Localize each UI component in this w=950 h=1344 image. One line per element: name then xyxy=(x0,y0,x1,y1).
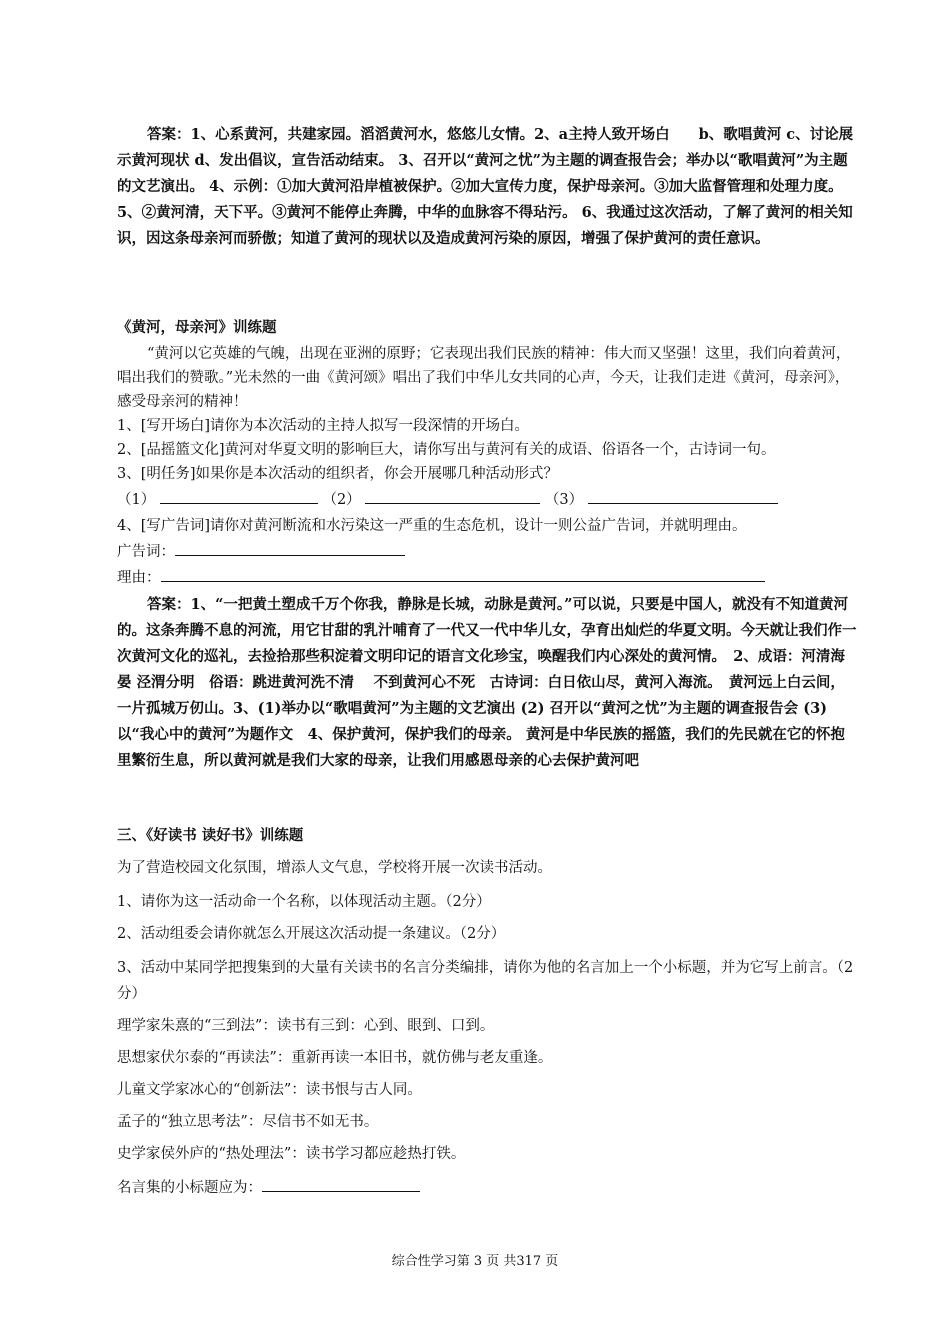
answer-paragraph-2: 答案：1、“一把黄土塑成千万个你我，静脉是长城，动脉是黄河。”可以说，只要是中国人，就没有不知道黄河的。这条奔腾不息的河流，用它甘甜的乳汁哺育了一代又一代中华儿女，孕育出灿烂的华夏文明。今天就让我们作一次黄河文化的巡礼，去捡拾那些积淀着文明印记的语言文化珍宝，唤醒我们内心深处的黄河情。 2、成语：河清海晏 泾渭分明 俗语：跳进黄河洗不清 不到黄河心不死 古诗词：白日依山尽，黄河入海流。 黄河远上白云间，一片孤城万仞山。3、(1)举办以“歌唱黄河”为主题的文艺演出 (2) 召开以“黄河之忧”为主题的调查报告会 (3) 以“我心中的黄河”为题作文 4、保护黄河，保护我们的母亲。 黄河是中华民族的摇篮，我们的先民就在它的怀抱里繁衍生息，所以黄河就是我们大家的母亲，让我们用感恩母亲的心去保护黄河吧 xyxy=(117,596,857,769)
quote-item: 孟子的“独立思考法”：尽信书不如无书。 xyxy=(117,1114,379,1130)
blank-label-2: （2） xyxy=(322,492,361,508)
reading-question-2: 2、活动组委会请你就怎么开展这次活动提一条建议。（2分） xyxy=(117,926,506,942)
question-4: 4、[写广告词]请你对黄河断流和水污染这一严重的生态危机，设计一则公益广告词，并就明理由。 xyxy=(117,518,747,534)
blank-label-3: （3） xyxy=(544,492,584,508)
subtitle-label: 名言集的小标题应为： xyxy=(117,1180,262,1196)
answer-blank-2[interactable] xyxy=(365,489,540,504)
subtitle-row xyxy=(117,1176,857,1200)
subtitle-blank[interactable] xyxy=(262,1177,420,1192)
blank-row xyxy=(117,488,857,512)
section-title-huanghe: 《黄河，母亲河》训练题 xyxy=(117,319,277,336)
question-1: 1、[写开场白]请你为本次活动的主持人拟写一段深情的开场白。 xyxy=(117,418,530,434)
answer-paragraph-1: 答案：1、心系黄河，共建家园。滔滔黄河水，悠悠儿女情。2、a主持人致开场白 b、歌唱黄河 c、讨论展示黄河现状 d、发出倡议，宣告活动结束。 3、召开以“黄河之忧”为主题的调查报告会；举办以“歌唱黄河”为主题的文艺演出。 4、示例：①加大黄河沿岸植被保护。②加大宣传力度，保护母亲河。③加大监督管理和处理力度。 5、②黄河清，天下平。③黄河不能停止奔腾，中华的血脉容不得玷污。 6、我通过这次活动，了解了黄河的相关知识，因这条母亲河而骄傲；知道了黄河的现状以及造成黄河污染的原因，增强了保护黄河的责任意识。 xyxy=(117,126,854,247)
blank-label-1: （1） xyxy=(117,492,156,508)
reading-question-1: 1、请你为这一活动命一个名称，以体现活动主题。（2分） xyxy=(117,894,491,910)
section-intro-huanghe: “黄河以它英雄的气魄，出现在亚洲的原野；它表现出我们民族的精神：伟大而又坚强！这里，我们向着黄河，唱出我们的赞歌。”光未然的一曲《黄河颂》唱出了我们中华儿女共同的心声，今天，让我们走进《黄河，母亲河》，感受母亲河的精神！ xyxy=(117,346,851,410)
quote-item: 理学家朱熹的“三到法”：读书有三到：心到、眼到、口到。 xyxy=(117,1018,495,1034)
quote-item: 儿童文学家冰心的“创新法”：读书恨与古人同。 xyxy=(117,1082,422,1098)
page-footer: 综合性学习第 3 页 共317 页 xyxy=(391,1254,559,1269)
answer-blank-1[interactable] xyxy=(160,489,318,504)
section-title-reading: 三、《好读书 读好书》训练题 xyxy=(117,827,304,844)
question-2: 2、[品摇篮文化]黄河对华夏文明的影响巨大，请你写出与黄河有关的成语、俗语各一个，古诗词一句。 xyxy=(117,442,776,458)
quote-item: 史学家侯外庐的“热处理法”：读书学习都应趁热打铁。 xyxy=(117,1146,466,1162)
ad-label: 广告词： xyxy=(117,544,175,560)
section-intro-reading: 为了营造校园文化氛围，增添人文气息，学校将开展一次读书活动。 xyxy=(117,860,552,876)
reason-row xyxy=(117,566,857,590)
ad-blank[interactable] xyxy=(175,541,405,556)
ad-row xyxy=(117,540,857,564)
quote-item: 思想家伏尔泰的“再读法”：重新再读一本旧书，就仿佛与老友重逢。 xyxy=(117,1050,553,1066)
reason-label: 理由： xyxy=(117,570,161,586)
reading-question-3: 3、活动中某同学把搜集到的大量有关读书的名言分类编排，请你为他的名言加上一个小标题，并为它写上前言。（2分） xyxy=(117,960,854,1002)
question-3: 3、[明任务]如果你是本次活动的组织者，你会开展哪几种活动形式？ xyxy=(117,466,559,482)
reason-blank[interactable] xyxy=(161,567,765,582)
answer-blank-3[interactable] xyxy=(588,489,778,504)
